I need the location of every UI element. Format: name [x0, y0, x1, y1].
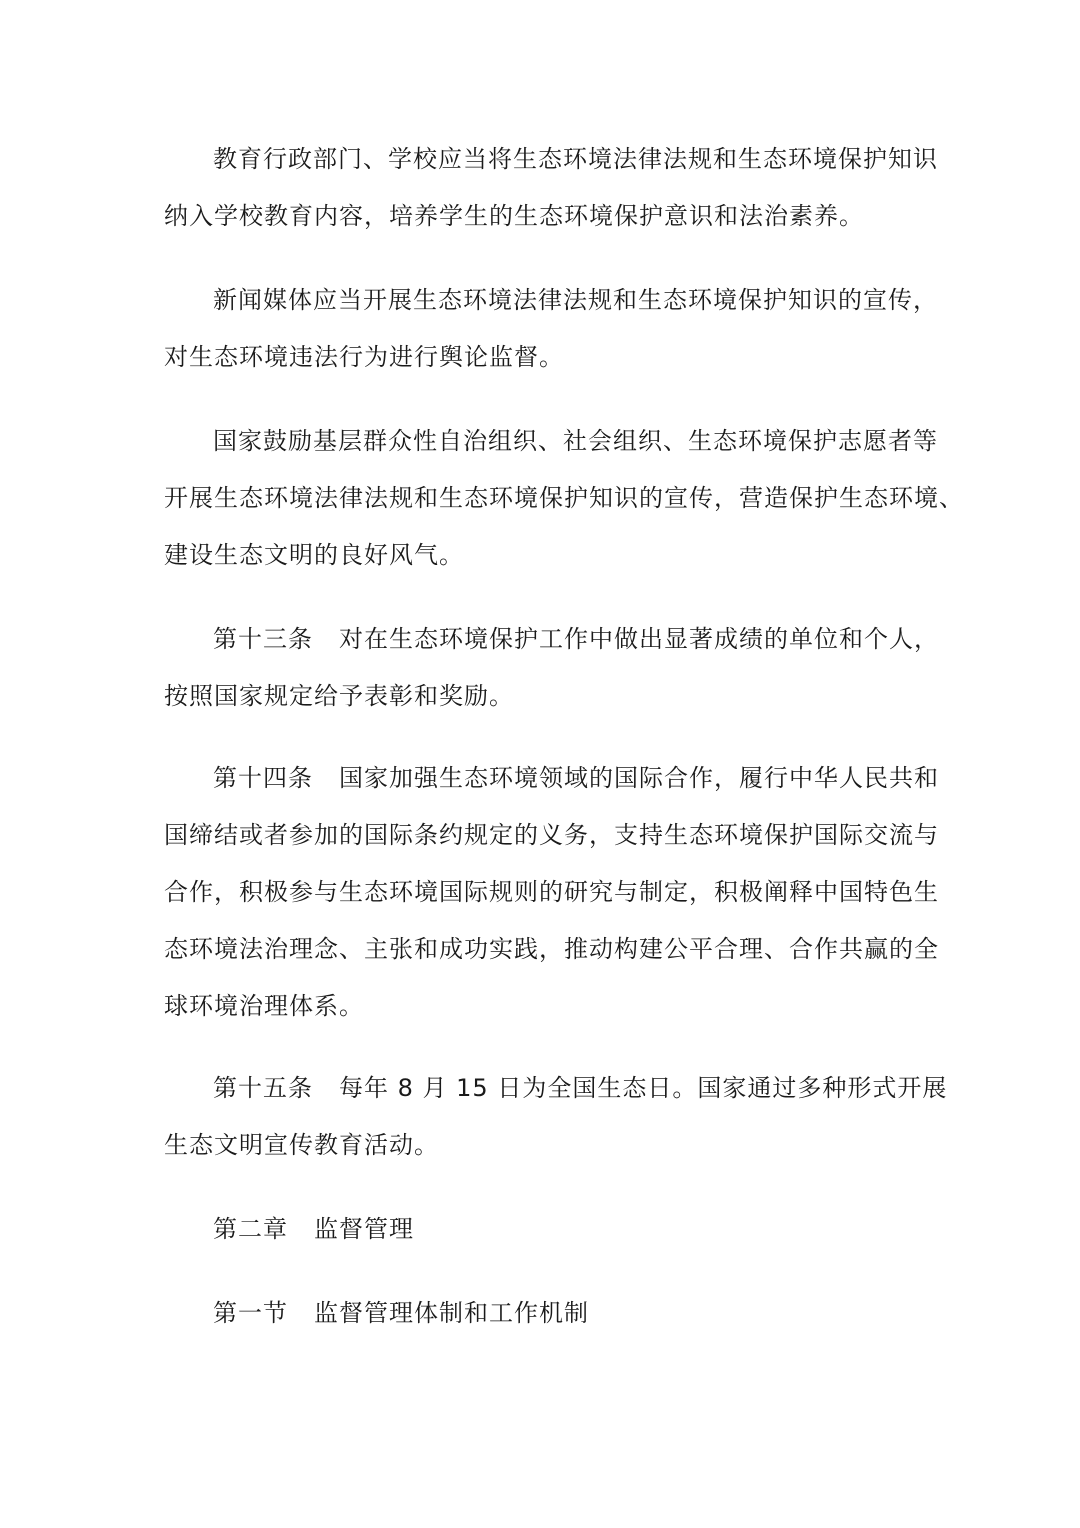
paragraph-line: 建设生态文明的良好风气。: [164, 541, 464, 569]
article-13: [164, 611, 939, 725]
article-first-line: [164, 1060, 948, 1117]
paragraph-line: 生态文明宣传教育活动。: [164, 1131, 439, 1159]
paragraph-line: 态环境法治理念、主张和成功实践，推动构建公平合理、合作共赢的全: [164, 935, 939, 963]
section-title: 监督管理体制和工作机制: [314, 1299, 589, 1327]
section-number: 第一节: [213, 1299, 288, 1327]
paragraph-media: [164, 272, 938, 386]
article-number: 第十五条: [213, 1074, 313, 1102]
chapter-heading: [164, 1201, 924, 1258]
article-number: 第十四条: [213, 764, 313, 792]
paragraph-line: 合作，积极参与生态环境国际规则的研究与制定，积极阐释中国特色生: [164, 878, 939, 906]
paragraph-line: 国家鼓励基层群众性自治组织、社会组织、生态环境保护志愿者等: [213, 427, 938, 455]
article-15: [164, 1060, 948, 1174]
paragraph-line: 纳入学校教育内容，培养学生的生态环境保护意识和法治素养。: [164, 202, 864, 230]
article-number: 第十三条: [213, 625, 313, 653]
article-first-line: [164, 750, 939, 807]
paragraph-line: 对在生态环境保护工作中做出显著成绩的单位和个人，: [339, 625, 939, 653]
paragraph-line: 按照国家规定给予表彰和奖励。: [164, 682, 514, 710]
paragraph-line: 国家加强生态环境领域的国际合作，履行中华人民共和: [339, 764, 939, 792]
paragraph-education: [164, 131, 938, 245]
paragraph-line: 国缔结或者参加的国际条约规定的义务，支持生态环境保护国际交流与: [164, 821, 939, 849]
article-14: [164, 750, 939, 1035]
article-first-line: [164, 611, 939, 668]
paragraph-line: 教育行政部门、学校应当将生态环境法律法规和生态环境保护知识: [213, 145, 938, 173]
chapter-number: 第二章: [213, 1215, 288, 1243]
paragraph-line: 球环境治理体系。: [164, 992, 364, 1020]
paragraph-encourage: [164, 413, 964, 584]
chapter-title: 监督管理: [314, 1215, 414, 1243]
paragraph-line: 每年 8 月 15 日为全国生态日。国家通过多种形式开展: [339, 1074, 948, 1102]
paragraph-line: 开展生态环境法律法规和生态环境保护知识的宣传，营造保护生态环境、: [164, 484, 964, 512]
section-heading: [164, 1285, 924, 1342]
paragraph-line: 对生态环境违法行为进行舆论监督。: [164, 343, 564, 371]
paragraph-line: 新闻媒体应当开展生态环境法律法规和生态环境保护知识的宣传，: [213, 286, 938, 314]
